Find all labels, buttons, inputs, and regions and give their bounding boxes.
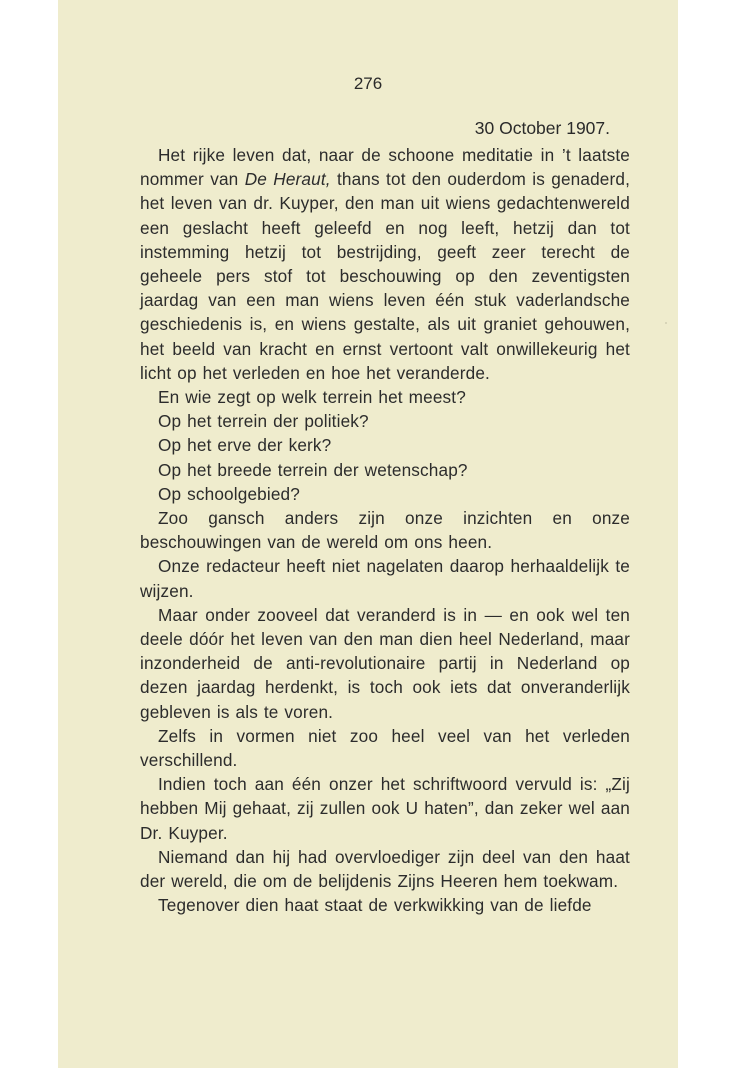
paragraph: Onze redacteur heeft niet nagelaten daarop herhaaldelijk te wijzen. <box>140 556 630 601</box>
paragraph-opening <box>140 143 630 385</box>
paragraph-text: Het rijke leven dat, naar de schoone meditatie in ’t laatste nommer van <box>140 145 630 190</box>
paragraph: Indien toch aan één onzer het schriftwoord vervuld is: „Zij hebben Mij gehaat, zij zullen ook U haten”, dan zeker wel aan Dr. Kuyper. <box>140 774 630 843</box>
paragraph: Maar onder zooveel dat veranderd is in — en ook wel ten deele dóór het leven van den man dien heel Nederland, maar inzonderheid de anti-revolutionaire partij in Nederland op dezen jaardag herdenkt, is toch ook iets dat onveranderlijk gebleven is als te voren. <box>140 604 630 722</box>
paragraph-text: thans tot den ouderdom is genaderd, het leven van dr. Kuyper, den man uit wiens gedachtenwereld een geslacht heeft geleefd en nog leeft, hetzij dan tot instemming hetzij tot bestrijding, geeft zeer terecht de geheele pers stof tot beschouwing op den zeventigsten jaardag van een man wiens leven één stuk vaderlandsche geschiedenis is, en wiens gestalte, als uit graniet gehouwen, het beeld van kracht en ernst vertoont valt onwillekeurig het licht op het verleden en hoe het veranderde. <box>140 169 630 383</box>
page-number: 276 <box>353 74 383 93</box>
paragraph: Zoo gansch anders zijn onze inzichten en onze beschouwingen van de wereld om ons heen. <box>140 508 630 553</box>
paragraph: Op het terrein der politiek? <box>158 411 369 432</box>
paragraph: Tegenover dien haat staat de verkwikking van de liefde <box>158 895 592 916</box>
periodical-title: De Heraut, <box>244 169 331 190</box>
body-text <box>140 143 630 918</box>
paragraph: Zelfs in vormen niet zoo heel veel van het verleden verschillend. <box>140 725 630 771</box>
paragraph: Niemand dan hij had overvloediger zijn deel van den haat der wereld, die om de belijdenis Zijns Heeren hem toekwam. <box>140 846 630 892</box>
entry-date: 30 October 1907. <box>474 118 610 138</box>
paragraph: En wie zegt op welk terrein het meest? <box>158 387 466 408</box>
paragraph: Op het erve der kerk? <box>158 435 332 456</box>
book-page <box>58 0 678 1068</box>
paragraph: Op het breede terrein der wetenschap? <box>158 459 468 480</box>
paragraph: Op schoolgebied? <box>158 483 300 504</box>
margin-speck <box>665 322 667 324</box>
